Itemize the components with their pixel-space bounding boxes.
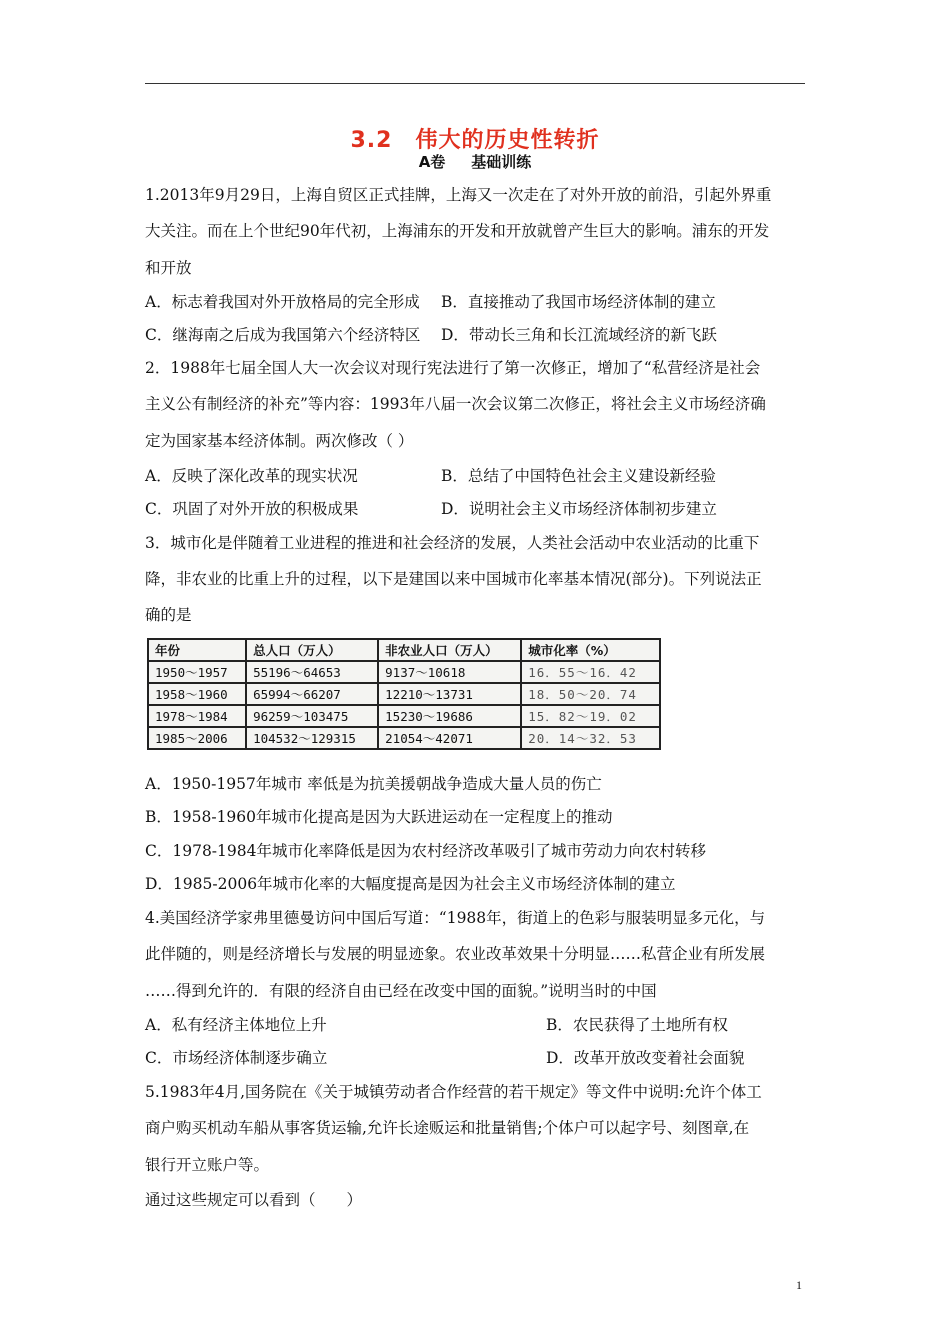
- q1-option-c: C．继海南之后成为我国第六个经济特区: [145, 326, 421, 344]
- q3-option-c: C．1978-1984年城市化率降低是因为农村经济改革吸引了城市劳动力向农村转移: [145, 842, 706, 860]
- page-subtitle: [0, 151, 950, 172]
- q4-line: 4.美国经济学家弗里德曼访问中国后写道：“1988年，街道上的色彩与服装明显多元化，与: [145, 909, 766, 927]
- q1-line: 1.2013年9月29日，上海自贸区正式挂牌，上海又一次走在了对外开放的前沿，引起外界重: [145, 186, 772, 204]
- q1-line: 大关注。而在上个世纪90年代初，上海浦东的开发和开放就曾产生巨大的影响。浦东的开发: [145, 222, 770, 240]
- table-header-row: [148, 639, 660, 661]
- header-rule: [145, 83, 805, 84]
- table-row: [148, 683, 660, 705]
- table-cell: 12210～13731: [378, 683, 521, 705]
- table-header: 城市化率（%）: [521, 639, 660, 661]
- table-cell: 20．14～32．53: [521, 727, 660, 749]
- q4-option-c: C．市场经济体制逐步确立: [145, 1049, 328, 1067]
- q4-option-a: A．私有经济主体地位上升: [145, 1016, 327, 1034]
- q1-line: 和开放: [145, 259, 192, 277]
- q3-option-d: D．1985-2006年城市化率的大幅度提高是因为社会主义市场经济体制的建立: [145, 875, 676, 893]
- table-row: [148, 705, 660, 727]
- table-cell: 65994～66207: [246, 683, 378, 705]
- q3-line: 确的是: [145, 606, 192, 624]
- table-cell: 1978～1984: [148, 705, 246, 727]
- q4-option-b: B．农民获得了土地所有权: [546, 1016, 728, 1034]
- table-cell: 9137～10618: [378, 661, 521, 683]
- q4-option-d: D．改革开放改变着社会面貌: [546, 1049, 745, 1067]
- table-row: [148, 727, 660, 749]
- page-title: 3.2 伟大的历史性转折: [350, 128, 600, 153]
- q2-option-c: C．巩固了对外开放的积极成果: [145, 500, 359, 518]
- table-cell: 1958～1960: [148, 683, 246, 705]
- subtitle-section: 基础训练: [471, 153, 532, 171]
- q4-line: 此伴随的，则是经济增长与发展的明显迹象。农业改革效果十分明显……私营企业有所发展: [145, 945, 766, 963]
- q2-line: 2．1988年七届全国人大一次会议对现行宪法进行了第一次修正，增加了“私营经济是社会: [145, 359, 761, 377]
- table-row: [148, 661, 660, 683]
- table-cell: 15230～19686: [378, 705, 521, 727]
- q2-option-d: D．说明社会主义市场经济体制初步建立: [441, 500, 717, 518]
- table-cell: 18．50～20．74: [521, 683, 660, 705]
- q3-line: 3．城市化是伴随着工业进程的推进和社会经济的发展，人类社会活动中农业活动的比重下: [145, 534, 760, 552]
- q5-line: 5.1983年4月,国务院在《关于城镇劳动者合作经营的若干规定》等文件中说明:允许个体工: [145, 1083, 762, 1101]
- table-cell: 1985～2006: [148, 727, 246, 749]
- q2-option-a: A．反映了深化改革的现实状况: [145, 467, 358, 485]
- q4-line: ……得到允许的．有限的经济自由已经在改变中国的面貌。”说明当时的中国: [145, 982, 657, 1000]
- table-cell: 21054～42071: [378, 727, 521, 749]
- q1-option-d: D．带动长三角和长江流域经济的新飞跃: [441, 326, 717, 344]
- table-cell: 16．55～16．42: [521, 661, 660, 683]
- table-header: 非农业人口（万人）: [378, 639, 521, 661]
- table-cell: 96259～103475: [246, 705, 378, 727]
- q5-line: 银行开立账户等。: [145, 1156, 270, 1174]
- table-header: 年份: [148, 639, 246, 661]
- q1-option-a: A．标志着我国对外开放格局的完全形成: [145, 293, 420, 311]
- q2-line: 主义公有制经济的补充”等内容：1993年八届一次会议第二次修正，将社会主义市场经济确: [145, 395, 766, 413]
- page-number: 1: [796, 1278, 802, 1292]
- table-cell: 55196～64653: [246, 661, 378, 683]
- q3-option-a: A．1950-1957年城市 率低是为抗美援朝战争造成大量人员的伤亡: [145, 775, 602, 793]
- q3-line: 降，非农业的比重上升的过程，以下是建国以来中国城市化率基本情况(部分)。下列说法正: [145, 570, 762, 588]
- q2-line: 定为国家基本经济体制。两次修改（ ）: [145, 432, 414, 450]
- table-cell: 104532～129315: [246, 727, 378, 749]
- q5-line: 商户购买机动车船从事客货运输,允许长途贩运和批量销售;个体户可以起字号、刻图章,在: [145, 1119, 750, 1137]
- subtitle-volume: A卷: [418, 153, 446, 171]
- urbanization-table: [147, 638, 661, 748]
- q1-option-b: B．直接推动了我国市场经济体制的建立: [441, 293, 716, 311]
- q2-option-b: B．总结了中国特色社会主义建设新经验: [441, 467, 716, 485]
- q5-line: 通过这些规定可以看到（ ）: [145, 1191, 363, 1209]
- table-header: 总人口（万人）: [246, 639, 378, 661]
- q3-option-b: B．1958-1960年城市化提高是因为大跃进运动在一定程度上的推动: [145, 808, 613, 826]
- table-cell: 1950～1957: [148, 661, 246, 683]
- table-cell: 15．82～19．02: [521, 705, 660, 727]
